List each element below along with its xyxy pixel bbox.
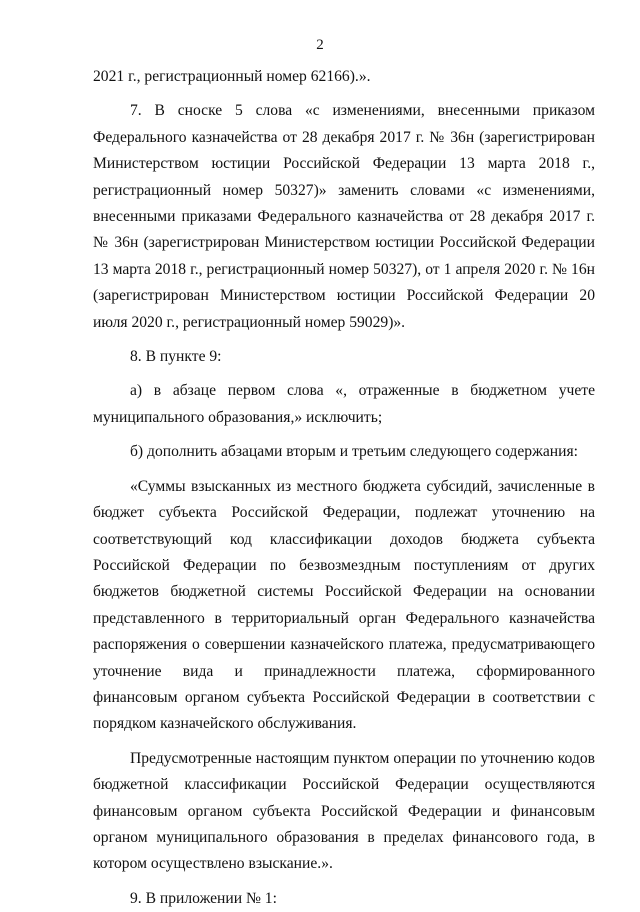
document-body bbox=[93, 64, 595, 912]
paragraph-item-9: 9. В приложении № 1: bbox=[130, 889, 277, 907]
paragraph-item-7: 7. В сноске 5 слова «с изменениями, внесенными приказом Федерального казначейства от 28 декабря 2017 г. № 36н (зарегистрирован Министерством юстиции Российской Федерации 13 марта 2018 г., регистрационный номер 50327)» заменить словами «с изменениями, внесенными приказами Федерального казначейства от 28 декабря 2017 г. № 36н (зарегистрирован Министерством юстиции Российской Федерации 13 марта 2018 г., регистрационный номер 50327), от 1 апреля 2020 г. № 16н (зарегистрирован Министерством юстиции Российской Федерации 20 июля 2020 г., регистрационный номер 59029)». bbox=[93, 102, 595, 331]
page-number: 2 bbox=[316, 37, 324, 53]
paragraph-item-8: 8. В пункте 9: bbox=[130, 348, 222, 366]
paragraph-subitem-b: б) дополнить абзацами вторым и третьим следующего содержания: bbox=[130, 443, 578, 461]
paragraph-quote-2: Предусмотренные настоящим пунктом операции по уточнению кодов бюджетной классификации Российской Федерации осуществляются финансовым органом субъекта Российской Федерации и финансовым органом муниципального образования в пределах финансового года, в котором осуществлено взыскание.». bbox=[93, 749, 595, 873]
paragraph-continuation: 2021 г., регистрационный номер 62166).». bbox=[93, 68, 371, 85]
paragraph-subitem-a: а) в абзаце первом слова «, отраженные в бюджетном учете муниципального образования,» исключить; bbox=[93, 382, 595, 426]
paragraph-quote-1: «Суммы взысканных из местного бюджета субсидий, зачисленные в бюджет субъекта Российской Федерации, подлежат уточнению на соответствующий код классификации доходов бюджета субъекта Российской Федерации по безвозмездным поступлениям от других бюджетов бюджетной системы Российской Федерации на основании представленного в территориальный орган Федерального казначейства распоряжения о совершении казначейского платежа, предусматривающего уточнение вида и принадлежности платежа, сформированного финансовым органом субъекта Российской Федерации в соответствии с порядком казначейского обслуживания. bbox=[93, 477, 595, 733]
